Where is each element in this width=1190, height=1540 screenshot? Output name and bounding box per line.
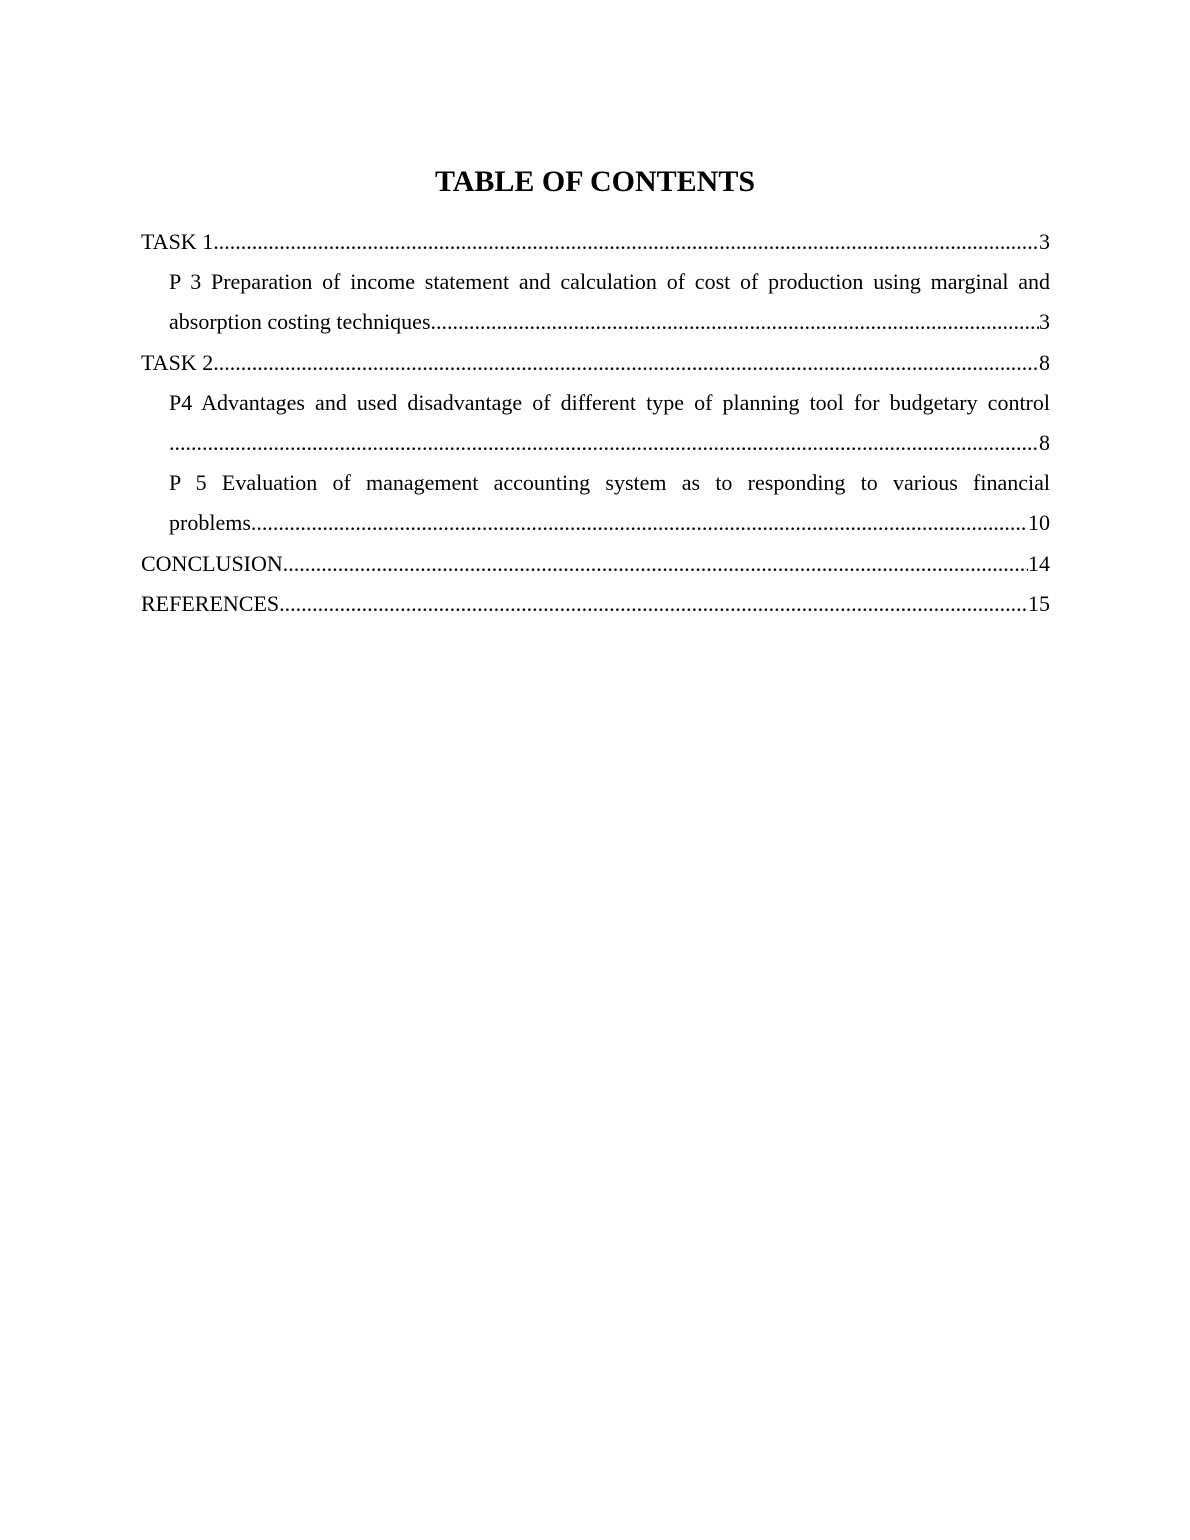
toc-entry-label: CONCLUSION xyxy=(141,550,283,576)
toc-page-number: 15 xyxy=(1028,590,1050,616)
toc-entry-p5[interactable] xyxy=(141,463,1050,543)
page-title: TABLE OF CONTENTS xyxy=(434,165,756,198)
toc-page-number: 14 xyxy=(1028,550,1050,576)
table-of-contents xyxy=(141,222,1050,624)
toc-entry-heading: P4 Advantages and used disadvantage of different type of planning tool for budgetary control xyxy=(169,389,1050,415)
toc-page-number: 10 xyxy=(1028,510,1050,536)
dot-leader xyxy=(213,222,1039,262)
toc-entry-heading: P 5 Evaluation of management accounting system as to responding to various financial xyxy=(169,470,1050,496)
toc-entry-references[interactable] xyxy=(141,584,1050,624)
toc-entry-label: TASK 2 xyxy=(141,349,214,375)
toc-entry-task-1[interactable] xyxy=(141,222,1050,262)
dot-leader xyxy=(169,423,1039,463)
toc-entry-label: absorption costing techniques xyxy=(169,309,431,335)
toc-entry-p3[interactable] xyxy=(141,262,1050,342)
dot-leader xyxy=(431,302,1039,342)
toc-page-number: 3 xyxy=(1039,309,1050,335)
toc-entry-task-2[interactable] xyxy=(141,343,1050,383)
toc-entry-p4[interactable] xyxy=(141,383,1050,463)
toc-entry-label: problems xyxy=(169,510,251,536)
dot-leader xyxy=(251,503,1028,543)
toc-page-number: 8 xyxy=(1039,430,1050,456)
toc-entry-label: REFERENCES xyxy=(141,590,280,616)
toc-page-number: 8 xyxy=(1039,349,1050,375)
dot-leader xyxy=(279,584,1028,624)
dot-leader xyxy=(283,544,1028,584)
toc-entry-conclusion[interactable] xyxy=(141,544,1050,584)
toc-page-number: 3 xyxy=(1039,229,1050,254)
toc-entry-heading: P 3 Preparation of income statement and calculation of cost of production using marginal and xyxy=(169,269,1050,295)
dot-leader xyxy=(213,343,1039,383)
toc-entry-label: TASK 1 xyxy=(141,229,214,254)
